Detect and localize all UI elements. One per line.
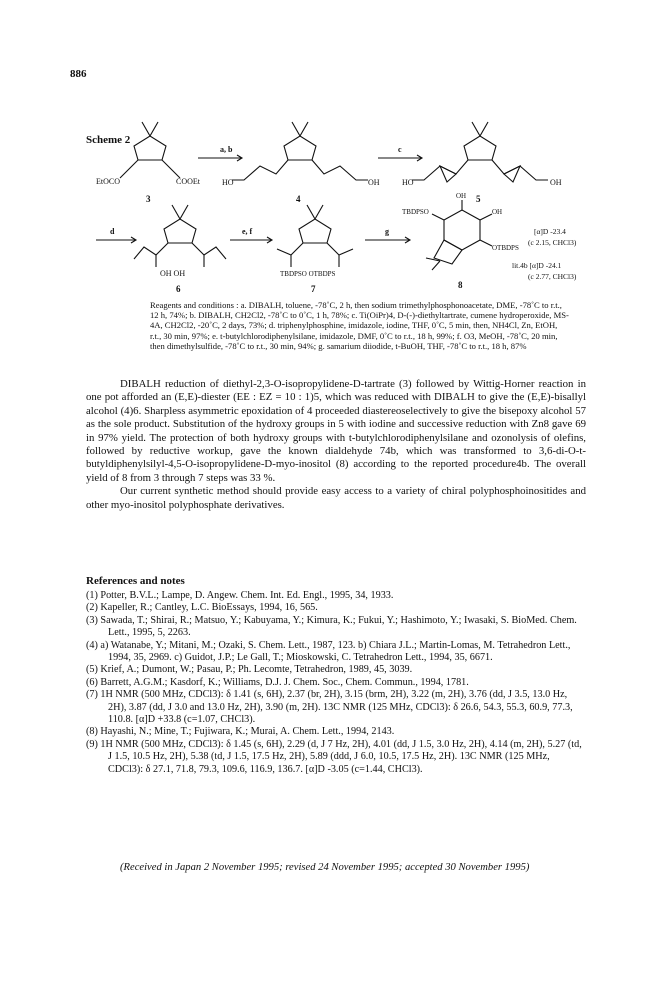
reference-3: (3) Sawada, T.; Shirai, R.; Matsuo, Y.; Kabuyama, Y.; Kimura, K.; Fukui, Y.; Hashimoto, Y.; Iwasaki, S. BioMed. Chem. Lett., 1995, 5, 2263. xyxy=(86,614,577,639)
references-title: References and notes xyxy=(86,575,185,587)
label-c6: 6 xyxy=(176,284,181,294)
label-ho-5: HO xyxy=(402,178,414,187)
compound-4 xyxy=(232,122,368,180)
received-dates: (Received in Japan 2 November 1995; revised 24 November 1995; accepted 30 November 1995) xyxy=(120,862,530,873)
label-c3: 3 xyxy=(146,194,151,204)
paragraph-1: DIBALH reduction of diethyl-2,3-O-isopropylidene-D-tartrate (3) followed by Wittig-Horner reaction in one pot afforded an (E,E)-diester (EE : EZ = 10 : 1)5, which was reduced with DIBALH to give the (E,E)-bisallyl alcohol (4)6. Sharpless asymmetric epoxidation of 4 proceeded diastereoselectively to give the bisepoxy alcohol 57 as the sole product. Substitution of the hydroxy groups in 5 with iodine and successive reduction with Zn8 gave 69 in 97% yield. The protection of both hydroxy groups with t-butylchlorodiphenylsilane and ozonolysis of olefins, followed by reductive workup, gave the known dialdehyde 74b, which was transformed to 3,6-di-O-t-butyldiphenylsilyl-4,5-O-isopropylidene-D-myo-inositol (8) according to the reported procedure4b. The overall yield of 8 from 3 through 7 steps was 33 %. xyxy=(86,378,586,484)
label-c8: 8 xyxy=(458,280,463,290)
concentration-2: (c 2.77, CHCl3) xyxy=(528,272,577,281)
reference-7: (7) 1H NMR (500 MHz, CDCl3): δ 1.41 (s, 6H), 2.37 (br, 2H), 3.15 (brm, 2H), 3.22 (m, 2H), 3.76 (dd, J 3.5, 13.0 Hz, 2H), 3.87 (dd, J 3.0 and 13.0 Hz, 2H), 3.90 (m, 2H). 13C NMR (125 MHz, CDCl3): δ 26.6, 54.3, 55.3, 60.9, 77.3, 110.8. [α]D +33.8 (c=1.07, CHCl3). xyxy=(86,689,573,726)
label-c4: 4 xyxy=(296,194,301,204)
reaction-conditions: Reagents and conditions : a. DIBALH, toluene, -78˚C, 2 h, then sodium trimethylphosphonoacetate, DME, -78˚C to r.t., 12 h, 74%; b. DIBALH, CH2Cl2, -78˚C to 0˚C, 1 h, 78%; c. Ti(OiPr)4, D-(-)-diethyltartrate, cumene hydroperoxide, MS-4A, CH2Cl2, -20˚C, 2 days, 73%; d. triphenylphosphine, imidazole, iodine, THF, 0˚C, 5 min, then, NH4Cl, Zn, EtOH, r.t., 30 min, 97%; e. t-butylchlorodiphenylsilane, imidazole, DMF, 0˚C to r.t., 18 h, 99%; f. O3, MeOH, -78˚C, 20 min, then dimethylsulfide, -78˚C to r.t., 30 min, 94%; g. samarium diiodide, t-BuOH, THF, -78˚C to r.t., 18 h, 87% xyxy=(150,300,569,351)
main-text xyxy=(86,378,586,512)
label-cooet: COOEt xyxy=(176,177,200,186)
label-oh-4: OH xyxy=(368,178,380,187)
label-oh-8b: OH xyxy=(492,208,503,216)
arrows xyxy=(96,155,422,243)
references-list xyxy=(86,590,586,776)
label-tbdpso: TBDPSO xyxy=(402,208,429,216)
label-ho-4: HO xyxy=(222,178,234,187)
label-c7: 7 xyxy=(311,284,316,294)
label-tbdpso-otbdps: TBDPSO OTBDPS xyxy=(280,270,336,278)
label-etoco: EtOCO xyxy=(96,177,120,186)
reference-5: (5) Krief, A.; Dumont, W.; Pasau, P.; Ph. Lecomte, Tetrahedron, 1989, 45, 3039. xyxy=(86,664,413,676)
compound-6 xyxy=(134,205,226,267)
label-oh-8: OH xyxy=(456,192,467,200)
arrow-label-g: g xyxy=(385,227,389,236)
reference-8: (8) Hayashi, N.; Mine, T.; Fujiwara, K.; Murai, A. Chem. Lett., 1994, 2143. xyxy=(86,726,395,738)
compound-5 xyxy=(412,122,548,182)
arrow-label-ab: a, b xyxy=(220,145,233,154)
arrow-label-d: d xyxy=(110,227,115,236)
page-number: 886 xyxy=(70,68,87,80)
scheme-title: Scheme 2 xyxy=(86,134,131,146)
reaction-scheme xyxy=(80,108,590,303)
paragraph-2: Our current synthetic method should provide easy access to a variety of chiral polyphosphoinositides and other myo-inositol polyphosphate derivatives. xyxy=(86,485,586,511)
label-otbdps: OTBDPS xyxy=(492,244,519,252)
concentration-1: (c 2.15, CHCl3) xyxy=(528,238,577,247)
reference-9: (9) 1H NMR (500 MHz, CDCl3): δ 1.45 (s, 6H), 2.29 (d, J 7 Hz, 2H), 4.01 (dd, J 1.5, 3.0 Hz, 2H), 4.14 (m, 2H), 5.27 (td, J 1.5, 10.5 Hz, 2H), 5.38 (td, J 1.5, 17.5 Hz, 2H), 5.89 (ddd, J 6.0, 10.5, 17.5 Hz, 2H). 13C NMR (125 MHz, CDCl3): δ 27.1, 71.8, 79.3, 109.6, 116.9, 136.7. [α]D -3.05 (c=1.44, CHCl3). xyxy=(86,738,582,775)
reference-4: (4) a) Watanabe, Y.; Mitani, M.; Ozaki, S. Chem. Lett., 1987, 123. b) Chiara J.L.; Martin-Lomas, M. Tetrahedron Lett., 1994, 35, 2969. c) Guidot, J.P.; Le Gall, T.; Mioskowski, C. Tetrahedron Lett., 1994, 35, 6671. xyxy=(86,639,571,664)
optical-rotation-1: [α]D -23.4 xyxy=(534,227,566,236)
compound-8 xyxy=(426,200,492,270)
reference-2: (2) Kapeller, R.; Cantley, L.C. BioEssays, 1994, 16, 565. xyxy=(86,602,318,614)
arrow-label-c: c xyxy=(398,145,402,154)
compound-7 xyxy=(277,205,353,267)
arrow-label-ef: e, f xyxy=(242,227,253,236)
label-oh-5: OH xyxy=(550,178,562,187)
label-c5: 5 xyxy=(476,194,481,204)
label-oh-oh: OH OH xyxy=(160,269,186,278)
compound-3 xyxy=(120,122,180,178)
optical-rotation-2: lit.4b [α]D -24.1 xyxy=(512,261,562,270)
reference-6: (6) Barrett, A.G.M.; Kasdorf, K.; Williams, D.J. J. Chem. Soc., Chem. Commun., 1994, 1781. xyxy=(86,676,469,688)
reference-1: (1) Potter, B.V.L.; Lampe, D. Angew. Chem. Int. Ed. Engl., 1995, 34, 1933. xyxy=(86,590,394,601)
